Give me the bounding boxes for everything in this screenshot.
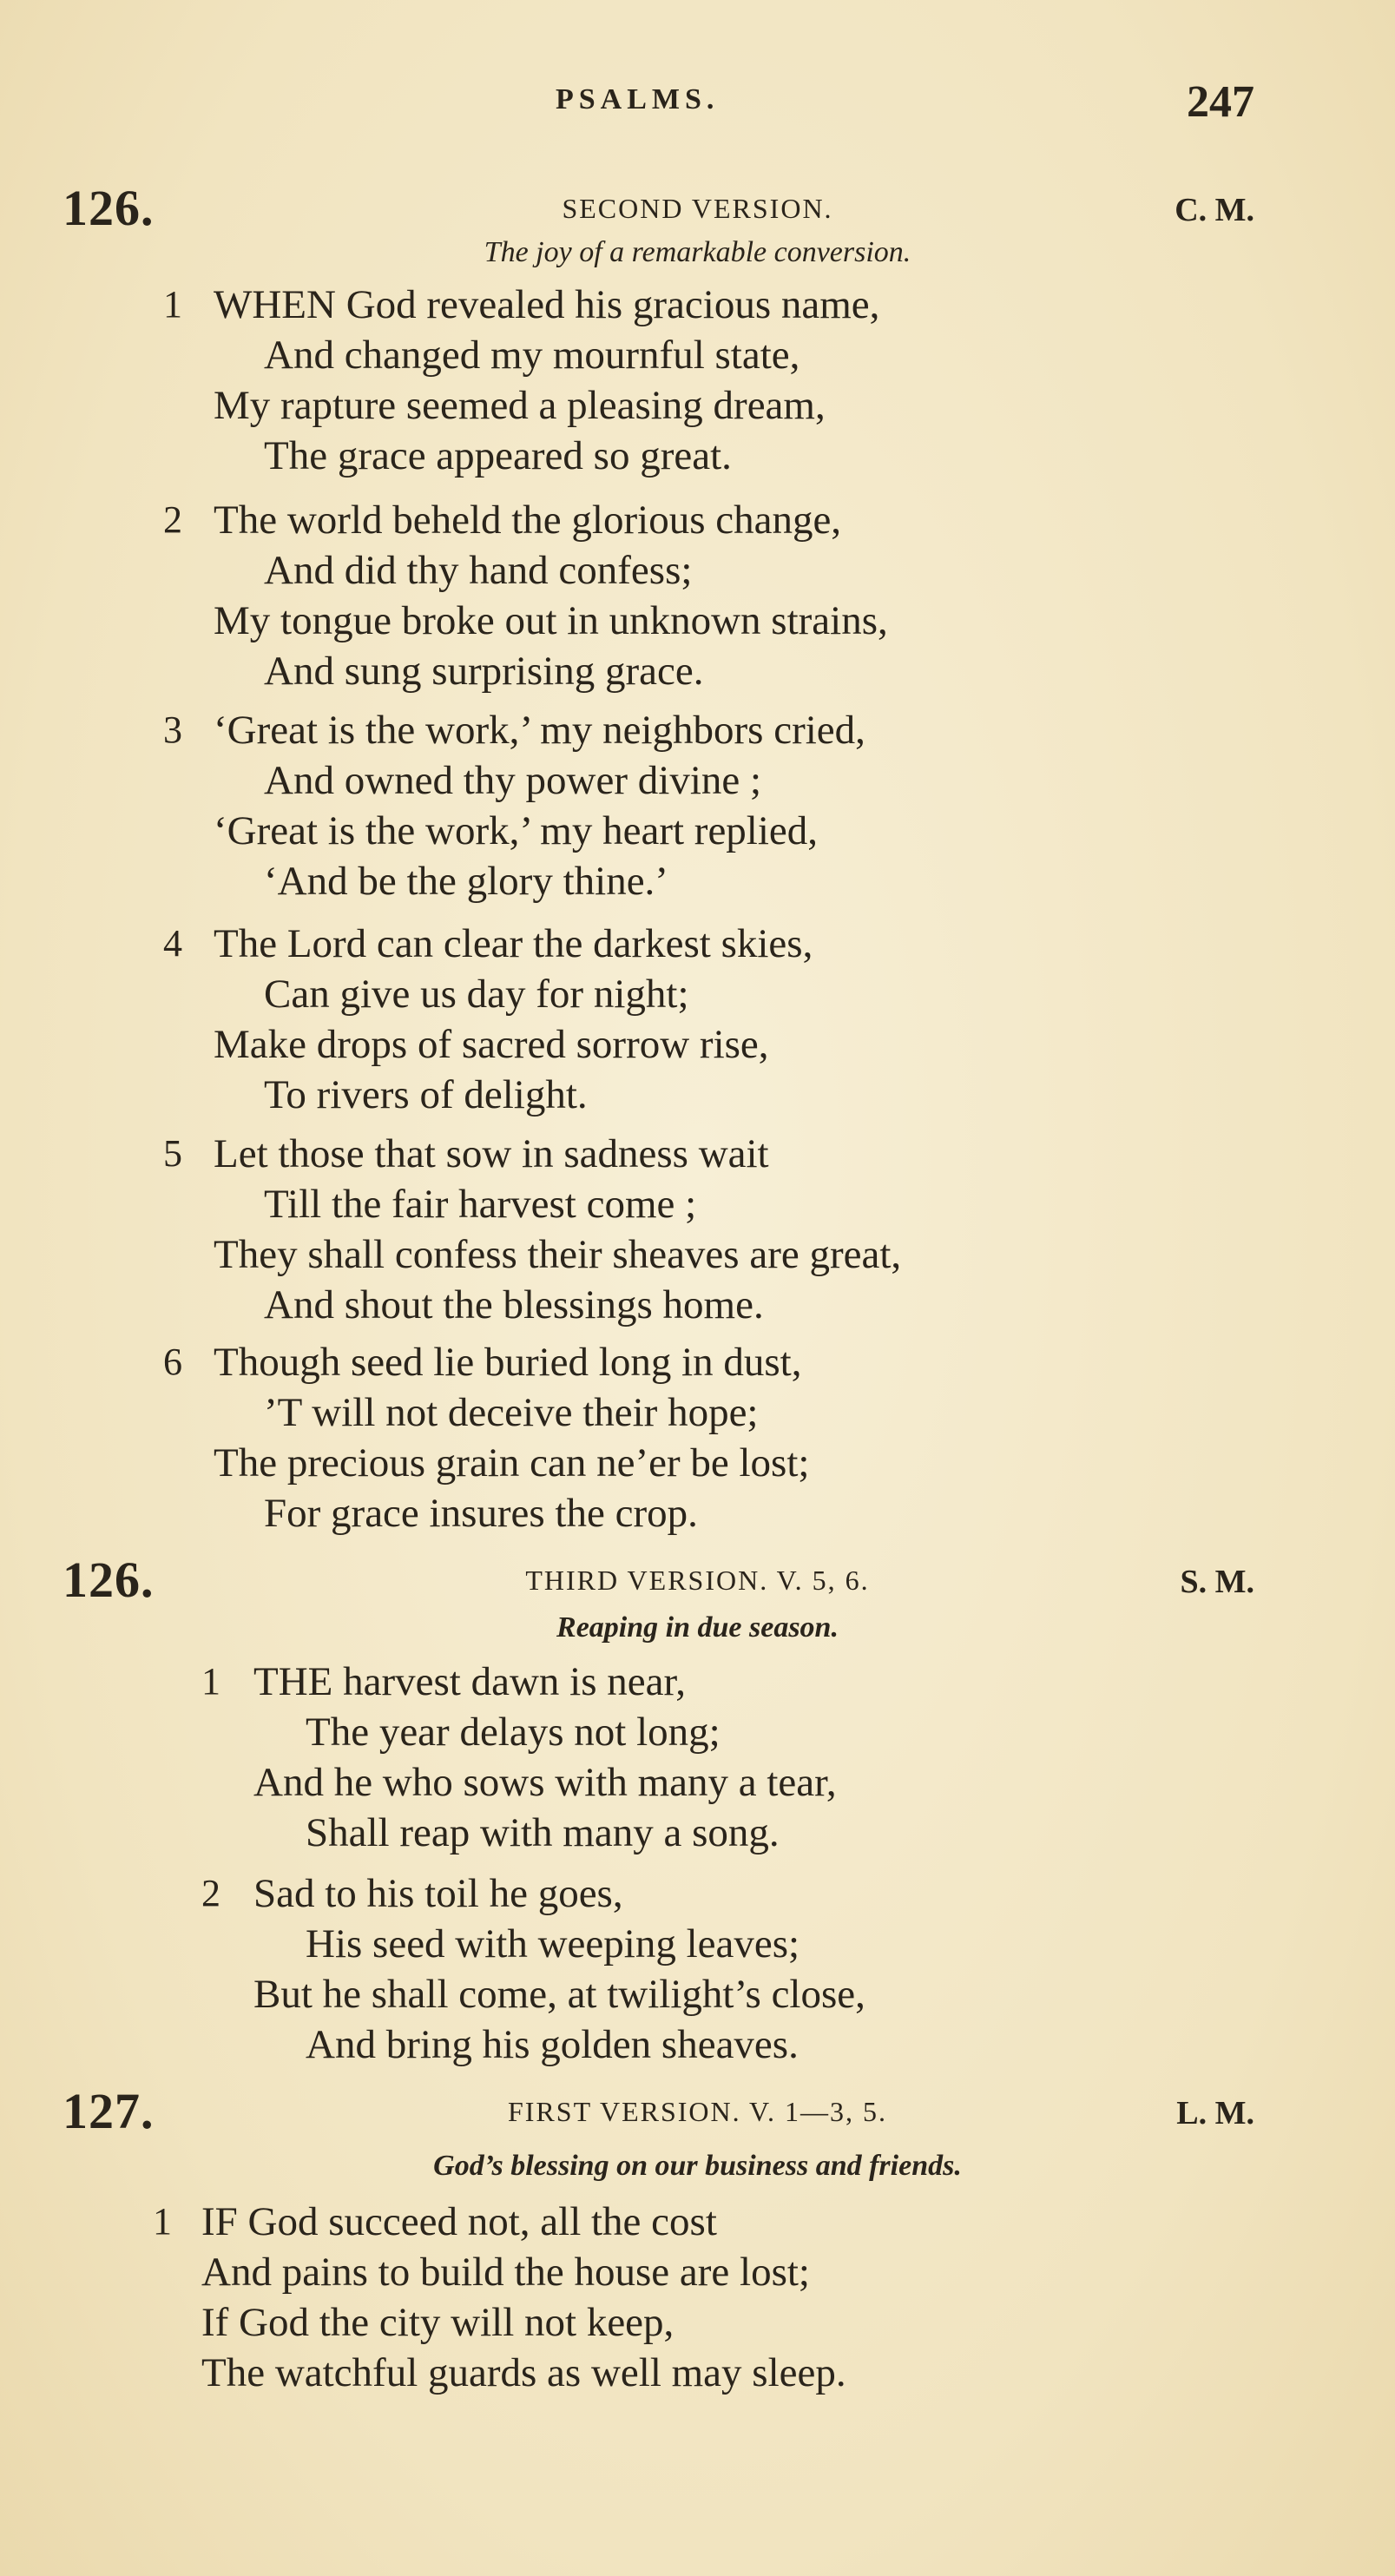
psalm-subtitle: The joy of a remarkable conversion. — [484, 236, 911, 268]
verse-line: THE harvest dawn is near, — [253, 1659, 686, 1704]
page-number: 247 — [1187, 77, 1254, 127]
verse-number: 2 — [163, 498, 182, 541]
verse-number: 5 — [163, 1132, 182, 1175]
verse-line: For grace insures the crop. — [264, 1491, 698, 1536]
verse-line: And changed my mournful state, — [264, 333, 800, 378]
psalm-heading — [0, 179, 1395, 240]
running-title: PSALMS. — [556, 83, 720, 115]
verse-line: WHEN God revealed his gracious name, — [214, 282, 880, 327]
psalm-number: 126. — [63, 180, 155, 236]
verse-line: The year delays not long; — [306, 1710, 721, 1755]
psalm-meter: S. M. — [1180, 1564, 1254, 1600]
verse-line: And did thy hand confess; — [264, 548, 693, 593]
verse-line: The watchful guards as well may sleep. — [201, 2350, 846, 2395]
psalm-subtitle: God’s blessing on our business and friends. — [433, 2150, 962, 2182]
verse-line: The world beheld the glorious change, — [214, 497, 842, 543]
verse-line: And sung surprising grace. — [264, 649, 704, 694]
psalm-subtitle: Reaping in due season. — [556, 1611, 839, 1644]
verse-line: And bring his golden sheaves. — [306, 2022, 799, 2067]
verse-line: And shout the blessings home. — [264, 1282, 764, 1328]
verse-line: Sad to his toil he goes, — [253, 1871, 623, 1916]
verse-line: Though seed lie buried long in dust, — [214, 1340, 802, 1385]
verse-line: The Lord can clear the darkest skies, — [214, 921, 813, 966]
verse-number: 1 — [163, 283, 182, 326]
verse-number: 1 — [153, 2200, 172, 2243]
verse-line: ‘Great is the work,’ my heart replied, — [214, 808, 819, 853]
verse-line: ‘Great is the work,’ my neighbors cried, — [214, 708, 865, 753]
running-head — [0, 76, 1395, 128]
verse-line: My rapture seemed a pleasing dream, — [214, 383, 826, 428]
psalm-meter: C. M. — [1175, 192, 1254, 228]
verse-line: If God the city will not keep, — [201, 2300, 674, 2345]
verse-line: And he who sows with many a tear, — [253, 1760, 837, 1805]
verse-number: 6 — [163, 1341, 182, 1383]
verse-line: Let those that sow in sadness wait — [214, 1131, 769, 1176]
psalm-version: FIRST VERSION. V. 1—3, 5. — [507, 2096, 888, 2127]
verse-line: But he shall come, at twilight’s close, — [253, 1972, 865, 2017]
verse-line: My tongue broke out in unknown strains, — [214, 598, 888, 643]
verse-line: Make drops of sacred sorrow rise, — [214, 1022, 769, 1067]
verse-line: They shall confess their sheaves are great, — [214, 1232, 902, 1277]
verse-line: ‘And be the glory thine.’ — [264, 859, 668, 904]
verse-number: 1 — [201, 1660, 220, 1703]
verse-line: To rivers of delight. — [264, 1072, 588, 1117]
psalm-version: SECOND VERSION. — [562, 193, 833, 224]
psalm-number: 126. — [63, 1552, 155, 1608]
psalm-number: 127. — [63, 2083, 155, 2139]
verse-line: IF God succeed not, all the cost — [201, 2199, 717, 2244]
psalm-meter: L. M. — [1176, 2095, 1254, 2131]
verse-number: 4 — [163, 922, 182, 965]
verse-number: 3 — [163, 708, 182, 751]
verse-number: 2 — [201, 1872, 220, 1914]
psalm-heading — [0, 2082, 1395, 2143]
verse-line: And owned thy power divine ; — [264, 758, 762, 803]
verse-line: Till the fair harvest come ; — [264, 1182, 697, 1227]
psalm-version: THIRD VERSION. V. 5, 6. — [525, 1565, 870, 1596]
verse-line: Can give us day for night; — [264, 972, 689, 1017]
verse-line: The precious grain can ne’er be lost; — [214, 1440, 810, 1486]
verse-line: And pains to build the house are lost; — [201, 2250, 810, 2295]
verse-line: Shall reap with many a song. — [306, 1810, 780, 1855]
verse-line: The grace appeared so great. — [264, 433, 732, 478]
psalm-heading — [0, 1551, 1395, 1611]
verse-line: ’T will not deceive their hope; — [264, 1390, 759, 1435]
verse-line: His seed with weeping leaves; — [306, 1921, 800, 1967]
